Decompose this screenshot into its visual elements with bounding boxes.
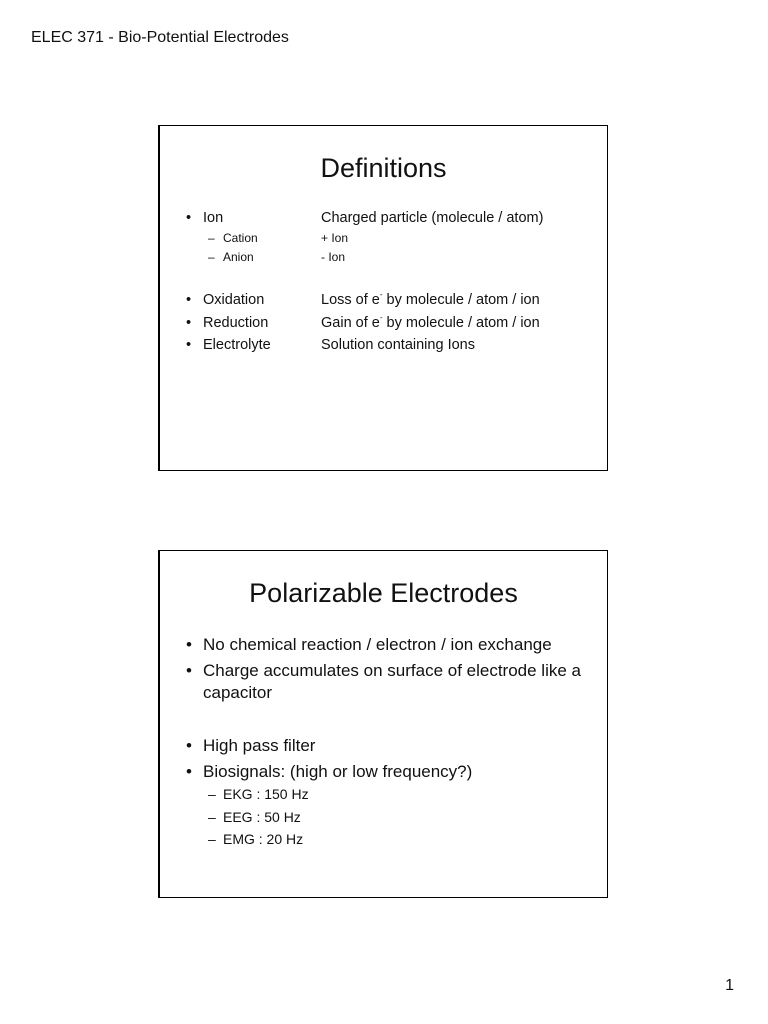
bullet-icon: •	[186, 661, 192, 680]
term: Electrolyte	[203, 337, 271, 353]
description-text: by molecule / atom / ion	[382, 315, 540, 331]
dash-icon: –	[208, 809, 216, 825]
document-header: ELEC 371 - Bio-Potential Electrodes	[31, 29, 289, 46]
bullet-icon: •	[186, 315, 192, 331]
slide-title: Polarizable Electrodes	[249, 578, 518, 608]
description: Charged particle (molecule / atom)	[321, 210, 544, 226]
bullet-item	[186, 634, 586, 656]
term: Anion	[223, 250, 254, 264]
term: Ion	[203, 210, 224, 226]
sub-bullet-text: EKG : 150 Hz	[223, 786, 309, 802]
bullet-icon: •	[186, 292, 192, 308]
sub-bullet-text: EMG : 20 Hz	[223, 831, 304, 847]
bullet-icon: •	[186, 337, 192, 353]
bullet-item	[186, 761, 586, 783]
superscript: -	[379, 313, 383, 322]
description-text: Loss of e	[321, 292, 380, 308]
term: Cation	[223, 231, 258, 245]
term: Oxidation	[203, 292, 265, 308]
bullet-icon: •	[186, 635, 192, 654]
dash-icon: –	[208, 786, 216, 802]
dash-icon: –	[208, 231, 215, 245]
bullet-text: Biosignals: (high or low frequency?)	[203, 762, 473, 781]
description-text: Gain of e	[321, 315, 380, 331]
bullet-text: High pass filter	[203, 736, 316, 755]
description-text: by molecule / atom / ion	[382, 292, 540, 308]
bullet-icon: •	[186, 736, 192, 755]
page-number: 1	[725, 977, 734, 994]
slide-title: Definitions	[320, 153, 447, 183]
slide-polarizable-electrodes	[158, 550, 608, 898]
term: Reduction	[203, 315, 269, 331]
description: + Ion	[321, 231, 349, 245]
bullet-icon: •	[186, 762, 192, 781]
description	[321, 315, 540, 331]
dash-icon: –	[208, 831, 216, 847]
sub-bullet-text: EEG : 50 Hz	[223, 809, 301, 825]
bullet-icon: •	[186, 210, 192, 226]
description	[321, 292, 540, 308]
bullet-text: Charge accumulates on surface of electrode like a capacitor	[203, 661, 581, 702]
bullet-item	[186, 735, 586, 757]
dash-icon: –	[208, 250, 215, 264]
superscript: -	[379, 290, 383, 299]
bullet-item	[186, 660, 586, 704]
description: Solution containing Ions	[321, 337, 475, 353]
description: - Ion	[321, 250, 346, 264]
slide-definitions	[158, 125, 608, 471]
bullet-text: No chemical reaction / electron / ion exchange	[203, 635, 552, 654]
